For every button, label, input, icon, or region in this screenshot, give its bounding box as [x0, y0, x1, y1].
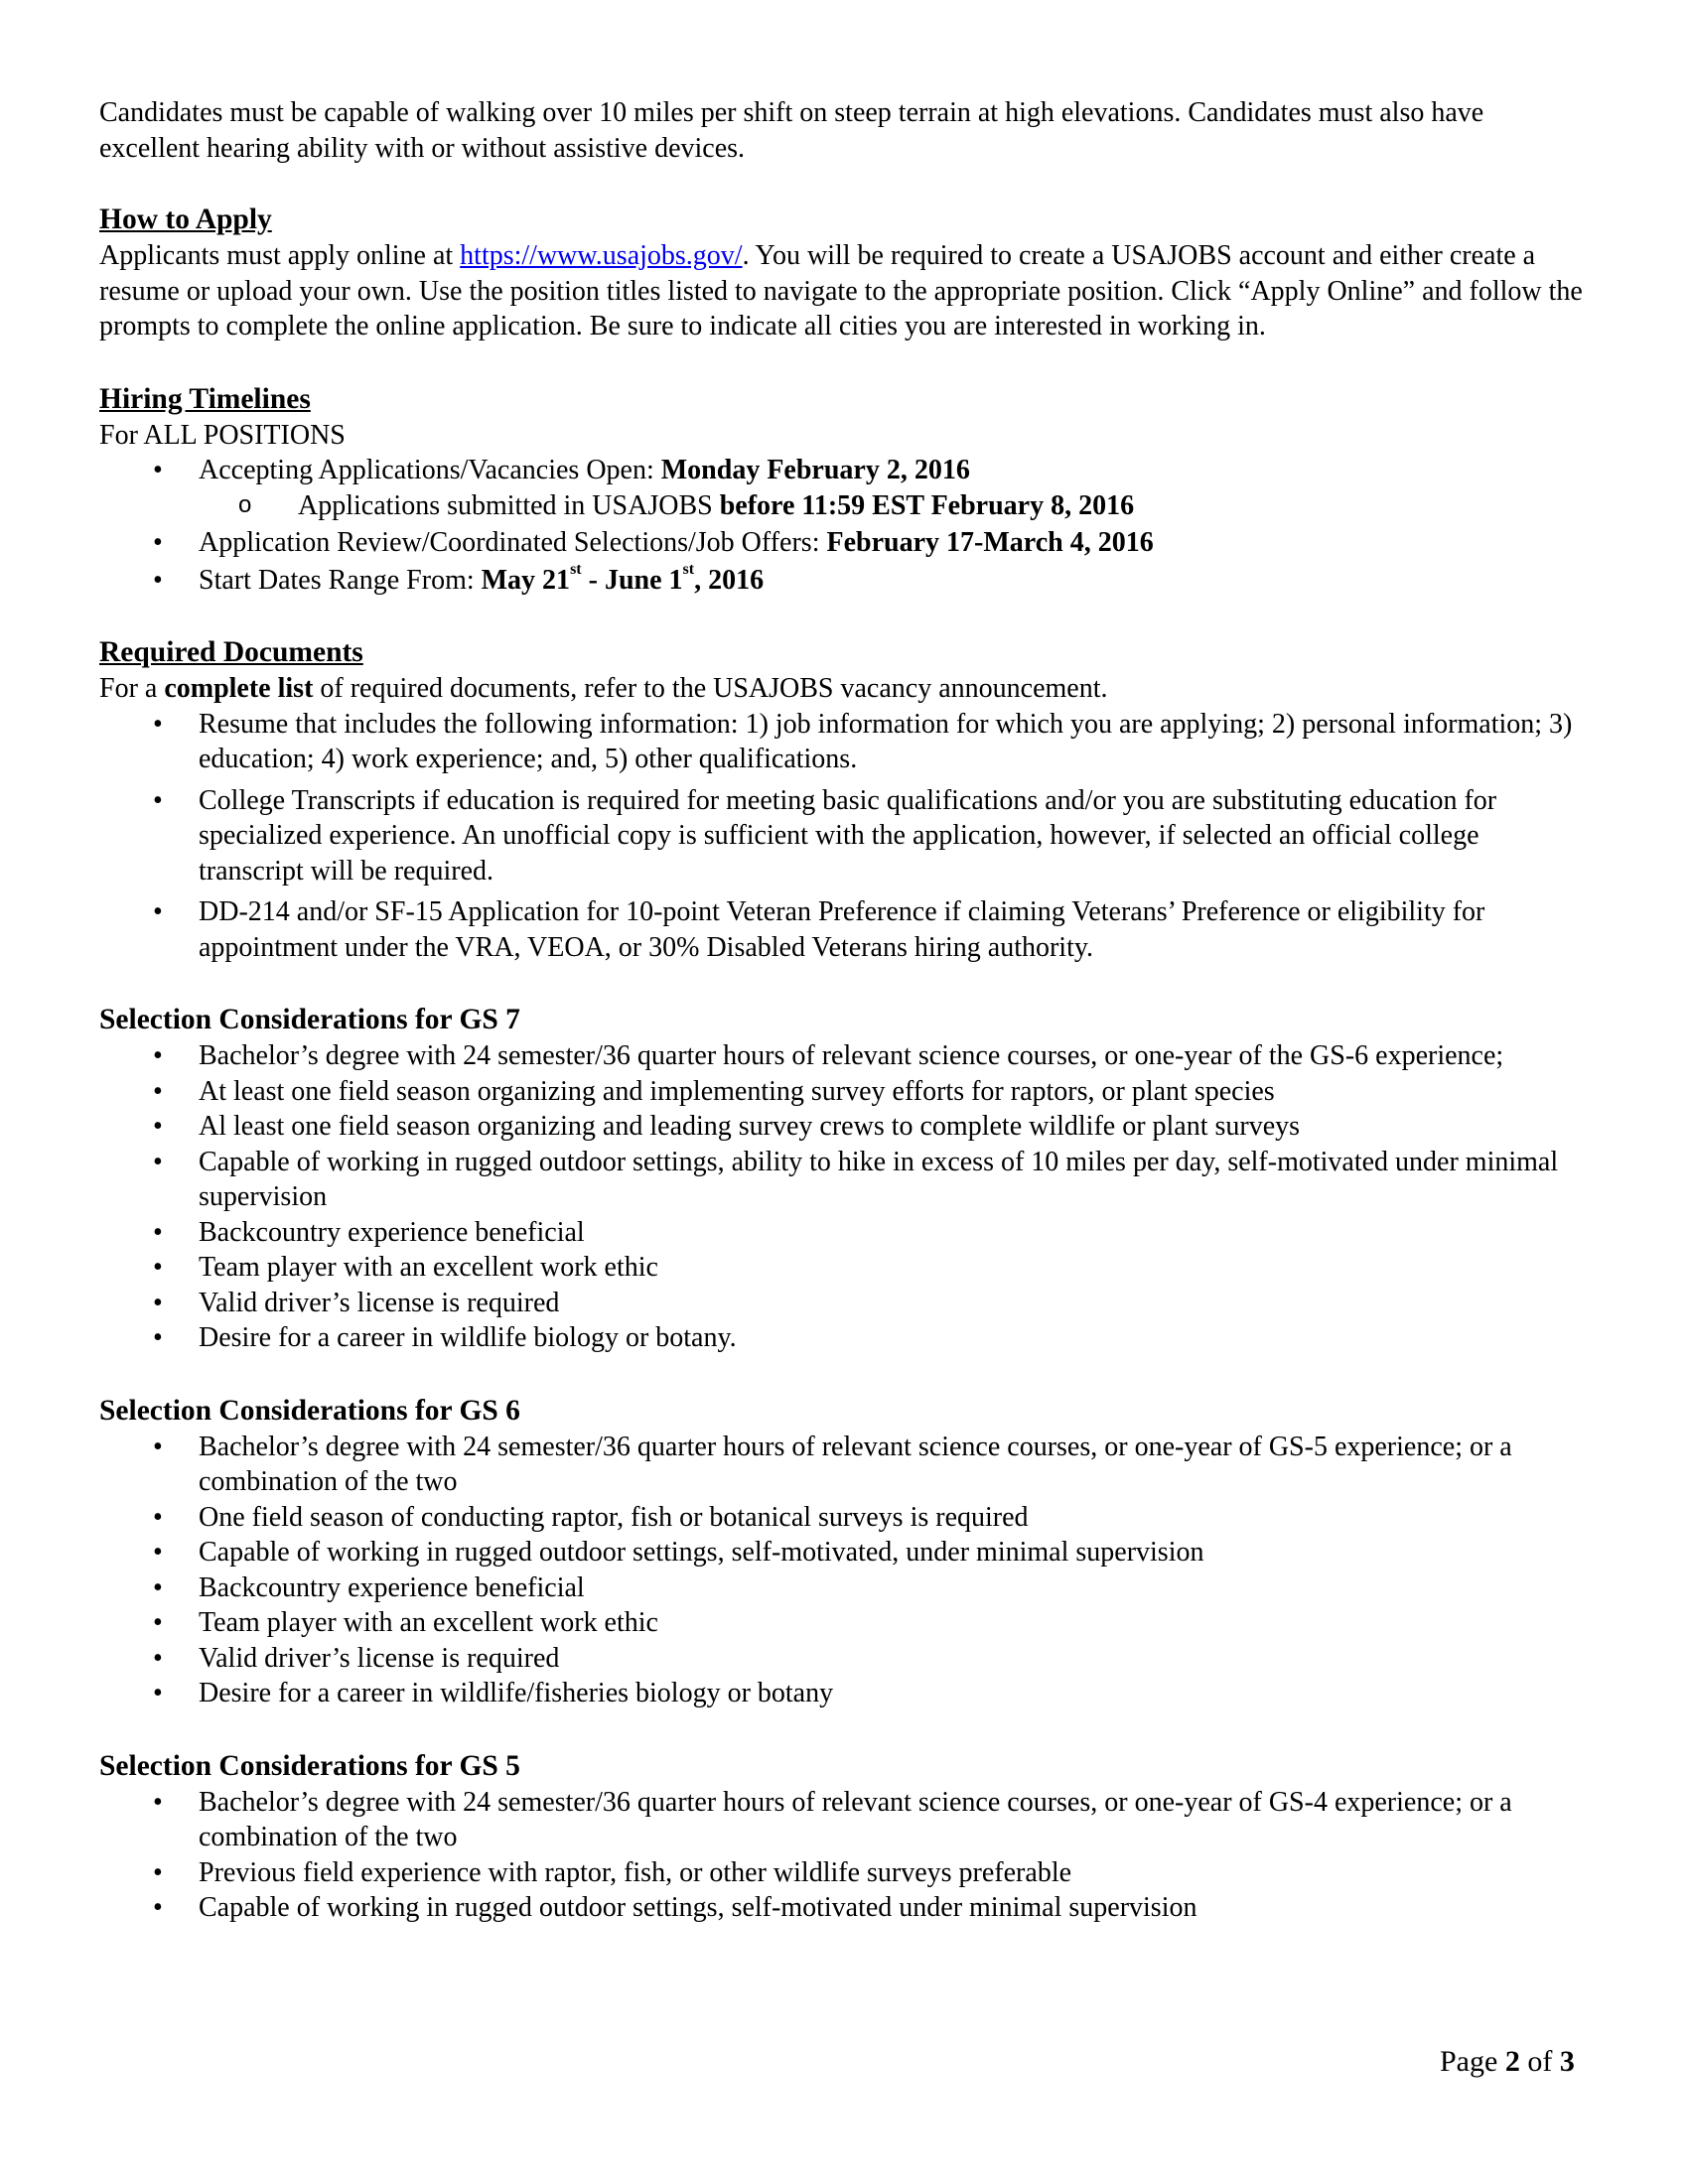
timeline-value: before 11:59 EST February 8, 2016 — [719, 489, 1135, 521]
list-item — [99, 488, 1589, 524]
how-to-apply-text — [99, 238, 1589, 344]
how-to-apply-section — [99, 202, 1589, 344]
list-item — [99, 525, 1589, 561]
list-item: • DD-214 and/or SF-15 Application for 10-point Veteran Preference if claiming Veterans’ Preference or eligibility for appointment under the VRA, VEOA, or 30% Disabled Veterans hiring authority. — [99, 894, 1589, 965]
hiring-timelines-subheading: For ALL POSITIONS — [99, 419, 346, 451]
list-item: • Bachelor’s degree with 24 semester/36 quarter hours of relevant science courses, or one-year of GS-4 experience; or a combination of the two — [99, 1785, 1589, 1855]
gs7-list — [99, 1038, 1589, 1356]
current-page-number: 2 — [1504, 2045, 1520, 2078]
gs7-section — [99, 1002, 1589, 1356]
list-item: • Bachelor’s degree with 24 semester/36 quarter hours of relevant science courses, or one-year of GS-5 experience; or a combination of the two — [99, 1430, 1589, 1500]
timeline-value — [481, 561, 765, 596]
list-item — [99, 453, 1589, 523]
list-item: • Valid driver’s license is required — [99, 1641, 1589, 1677]
how-to-apply-text-rest: . You will be required to create a USAJOBS account and either create a resume or upload your own. Use the position titles listed to navigate to the appropriate position. Click “Apply Online” and follow the prompts to complete the online application. Be sure to indicate all cities you are interested in working in. — [99, 240, 1583, 341]
list-item: • Team player with an excellent work ethic — [99, 1250, 1589, 1286]
timeline-label: Start Dates Range From: — [199, 564, 482, 596]
list-item: • At least one field season organizing and implementing survey efforts for raptors, or plant species — [99, 1074, 1589, 1110]
timeline-sublist — [99, 488, 1589, 524]
intro-text: For a — [99, 673, 165, 704]
how-to-apply-heading: How to Apply — [99, 204, 272, 235]
list-item: • Bachelor’s degree with 24 semester/36 quarter hours of relevant science courses, or one-year of the GS-6 experience; — [99, 1038, 1589, 1074]
list-item: • Team player with an excellent work ethic — [99, 1605, 1589, 1641]
list-item: • Desire for a career in wildlife biology or botany. — [99, 1320, 1589, 1356]
complete-list-text: complete list — [164, 673, 314, 704]
total-page-count: 3 — [1559, 2045, 1575, 2078]
start-date-1: May 21 — [481, 564, 571, 596]
timeline-label: Application Review/Coordinated Selections/Job Offers: — [199, 527, 827, 558]
hiring-timelines-section — [99, 381, 1589, 599]
required-documents-heading: Required Documents — [99, 636, 363, 668]
timeline-value: February 17-March 4, 2016 — [826, 527, 1154, 558]
intro-paragraph: Candidates must be capable of walking over 10 miles per shift on steep terrain at high elevations. Candidates must also have excellent hearing ability with or without assistive devices. — [99, 97, 1484, 164]
gs5-section — [99, 1748, 1589, 1926]
ordinal-suffix: st — [682, 561, 695, 579]
of-word: of — [1519, 2045, 1560, 2078]
list-item — [99, 563, 1589, 599]
required-documents-list — [99, 707, 1589, 966]
gs6-list — [99, 1430, 1589, 1711]
list-item: • Resume that includes the following information: 1) job information for which you are applying; 2) personal information; 3) education; 4) work experience; and, 5) other qualifications. — [99, 707, 1589, 777]
timeline-value: Monday February 2, 2016 — [660, 455, 970, 485]
intro-text: of required documents, refer to the USAJOBS vacancy announcement. — [313, 673, 1108, 704]
list-item: • Valid driver’s license is required — [99, 1286, 1589, 1321]
required-documents-section — [99, 634, 1589, 965]
timeline-label: Applications submitted in USAJOBS — [298, 489, 720, 521]
gs6-heading: Selection Considerations for GS 6 — [99, 1394, 520, 1427]
list-item: • Backcountry experience beneficial — [99, 1215, 1589, 1251]
start-date-2: - June 1 — [581, 564, 683, 596]
list-item: • Backcountry experience beneficial — [99, 1570, 1589, 1606]
how-to-apply-text-start: Applicants must apply online at — [99, 240, 461, 271]
page-number-footer — [1440, 2045, 1575, 2079]
hiring-timelines-list — [99, 453, 1589, 598]
page-word: Page — [1440, 2045, 1505, 2078]
list-item: • Previous field experience with raptor, fish, or other wildlife surveys preferable — [99, 1855, 1589, 1891]
list-item: • Capable of working in rugged outdoor settings, ability to hike in excess of 10 miles per day, self-motivated under minimal supervision — [99, 1145, 1589, 1215]
usajobs-link[interactable]: https://www.usajobs.gov/ — [460, 240, 743, 271]
list-item: • Desire for a career in wildlife/fisheries biology or botany — [99, 1676, 1589, 1711]
hiring-timelines-heading: Hiring Timelines — [99, 382, 311, 415]
gs5-list — [99, 1785, 1589, 1926]
start-date-year: , 2016 — [694, 564, 765, 596]
list-item: • College Transcripts if education is required for meeting basic qualifications and/or you are substituting education for specialized experience. An unofficial copy is sufficient with the application, however, if selected an official college transcript will be required. — [99, 783, 1589, 889]
ordinal-suffix: st — [570, 561, 582, 579]
required-documents-intro — [99, 671, 1589, 707]
gs6-section — [99, 1393, 1589, 1711]
list-item: • Capable of working in rugged outdoor settings, self-motivated under minimal supervision — [99, 1890, 1589, 1926]
list-item: • One field season of conducting raptor, fish or botanical surveys is required — [99, 1500, 1589, 1536]
timeline-label: Accepting Applications/Vacancies Open: — [199, 455, 661, 485]
list-item: • Capable of working in rugged outdoor settings, self-motivated, under minimal supervision — [99, 1535, 1589, 1570]
list-item: • Al least one field season organizing and leading survey crews to complete wildlife or plant surveys — [99, 1109, 1589, 1145]
gs7-heading: Selection Considerations for GS 7 — [99, 1004, 520, 1035]
gs5-heading: Selection Considerations for GS 5 — [99, 1749, 520, 1782]
document-page — [99, 95, 1589, 1926]
